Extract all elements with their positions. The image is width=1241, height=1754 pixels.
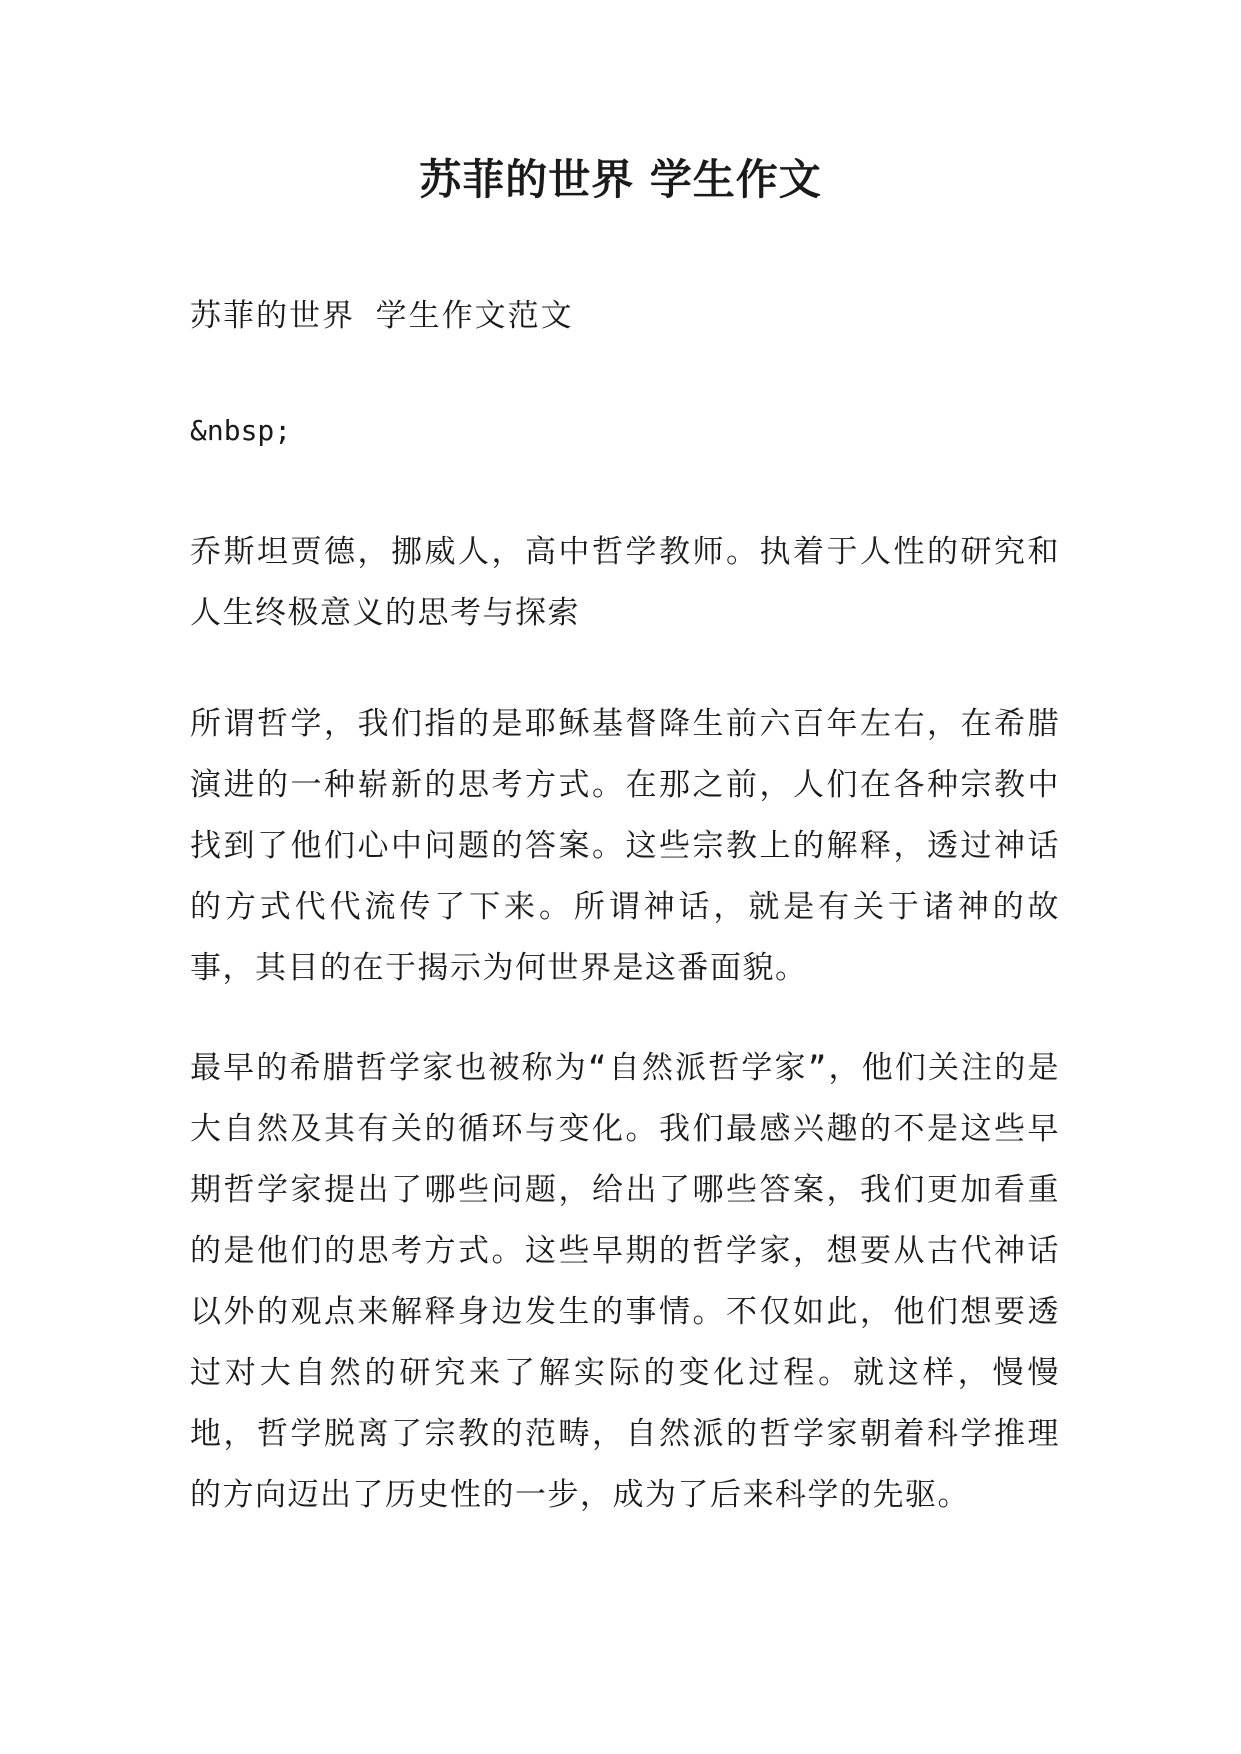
paragraph-author-intro: 乔斯坦贾德，挪威人，高中哲学教师。执着于人性的研究和人生终极意义的思考与探索: [190, 534, 1060, 631]
nbsp-text: &nbsp;: [190, 414, 292, 447]
paragraph-philosophy-definition: 所谓哲学，我们指的是耶稣基督降生前六百年左右，在希腊演进的一种崭新的思考方式。在那之前，人们在各种宗教中找到了他们心中问题的答案。这些宗教上的解释，透过神话的方式代代流传了下来。所谓神话，就是有关于诸神的故事，其目的在于揭示为何世界是这番面貌。: [190, 706, 1060, 986]
document-title: 苏菲的世界 学生作文: [419, 155, 822, 204]
document-subtitle: 苏菲的世界 学生作文范文: [190, 298, 574, 334]
paragraph-natural-philosophers: 最早的希腊哲学家也被称为“自然派哲学家”，他们关注的是大自然及其有关的循环与变化。我们最感兴趣的不是这些早期哲学家提出了哪些问题，给出了哪些答案，我们更加看重的是他们的思考方式。这些早期的哲学家，想要从古代神话以外的观点来解释身边发生的事情。不仅如此，他们想要透过对大自然的研究来了解实际的变化过程。就这样，慢慢地，哲学脱离了宗教的范畴，自然派的哲学家朝着科学推理的方向迈出了历史性的一步，成为了后来科学的先驱。: [190, 1050, 1060, 1513]
